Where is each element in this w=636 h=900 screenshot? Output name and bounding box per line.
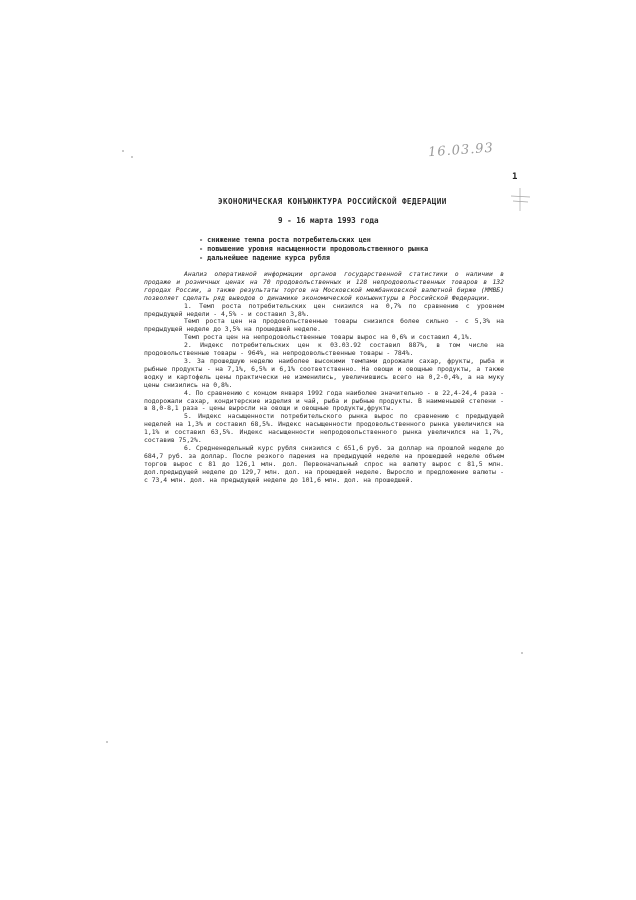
highlights-list — [199, 236, 428, 263]
body-paragraph: 2. Индекс потребительских цен к 03.03.92 составил 887%, в том числе на продовольственные товары - 964%, на непродовольственные товары - 784%. — [144, 341, 504, 358]
body-paragraph: 4. По сравнению с концом января 1992 года наиболее значительно - в 22,4-24,4 раза - подорожали сахар, кондитерские изделия и чай, рыба и рыбные продукты. В наименьшей степени - в 8,0-8,1 раза - цены выросли на овощи и овощные продукты,фрукты. — [144, 388, 504, 413]
body-paragraph: 1. Темп роста потребительских цен снизился на 0,7% по сравнению с уровнем предыдущей недели - 4,5% - и составил 3,8%. — [144, 301, 504, 318]
intro-paragraph: Анализ оперативной информации органов государственной статистики о наличии в продаже и розничных ценах на 70 продовольственных и 128 непродовольственных товаров в 132 городах России, а также результаты торгов на Московской межбанковской валютной бирже (ММВБ) позволяет сделать ряд выводов о динамике экономической конъюнктуры в Российской Федерации. — [144, 270, 504, 302]
pen-mark-icon — [509, 186, 531, 212]
document-body — [144, 271, 504, 484]
body-paragraph: 5. Индекс насыщенности потребительского рынка вырос по сравнению с предыдущей неделей на 1,3% и составил 68,5%. Индекс насыщенности продовольственного рынка увеличился на 1,1% и составил 63,5%. Индекс насыщенности непродовольственного рынка увеличился на 1,7%, составив 75,2%. — [144, 412, 504, 445]
document-title: ЭКОНОМИЧЕСКАЯ КОНЪЮНКТУРА РОССИЙСКОЙ ФЕДЕРАЦИИ — [218, 197, 447, 206]
scan-speck — [122, 150, 124, 152]
scan-speck — [521, 652, 523, 654]
document-date: 9 - 16 марта 1993 года — [278, 216, 379, 225]
body-paragraph: 3. За прошедшую неделю наиболее высокими темпами дорожали сахар, фрукты, рыба и рыбные продукты - на 7,1%, 6,5% и 6,1% соответственно. На овощи и овощные продукты, а также водку и картофель цены практически не изменились, увеличившись всего на 0,2-0,4%, а на муку цены снизились на 0,8%. — [144, 356, 504, 389]
scan-speck — [131, 156, 133, 158]
scan-speck — [106, 741, 108, 743]
page-number: 1 — [512, 172, 518, 182]
highlight-item: - дальнейшее падение курса рубля — [199, 254, 330, 262]
body-paragraph: 6. Средненедельный курс рубля снизился с 651,6 руб. за доллар на прошлой неделе до 684,7 руб. за доллар. После резкого падения на предыдущей неделе на прошедшей неделе объем торгов вырос с 81 до 126,1 млн. дол. Первоначальный спрос на валюту вырос с 81,5 млн. дол.предыдущей неделе до 129,7 млн. дол. на прошедшей неделе. Выросло и предложение валюты - с 73,4 млн. дол. на предыдущей неделе до 101,6 млн. дол. на прошедшей. — [144, 443, 504, 484]
highlight-item: - повышение уровня насыщенности продовольственного рынка — [199, 245, 429, 253]
highlight-item: - снижение темпа роста потребительских цен — [199, 236, 371, 244]
body-paragraph: Темп роста цен на продовольственные товары снизился более сильно - с 5,3% на предыдущей неделе до 3,5% на прошедшей неделе. — [144, 317, 504, 334]
handwritten-note: 16.03.93 — [427, 140, 495, 161]
body-paragraph: Темп роста цен на непродовольственные товары вырос на 0,6% и составил 4,1%. — [184, 333, 473, 342]
